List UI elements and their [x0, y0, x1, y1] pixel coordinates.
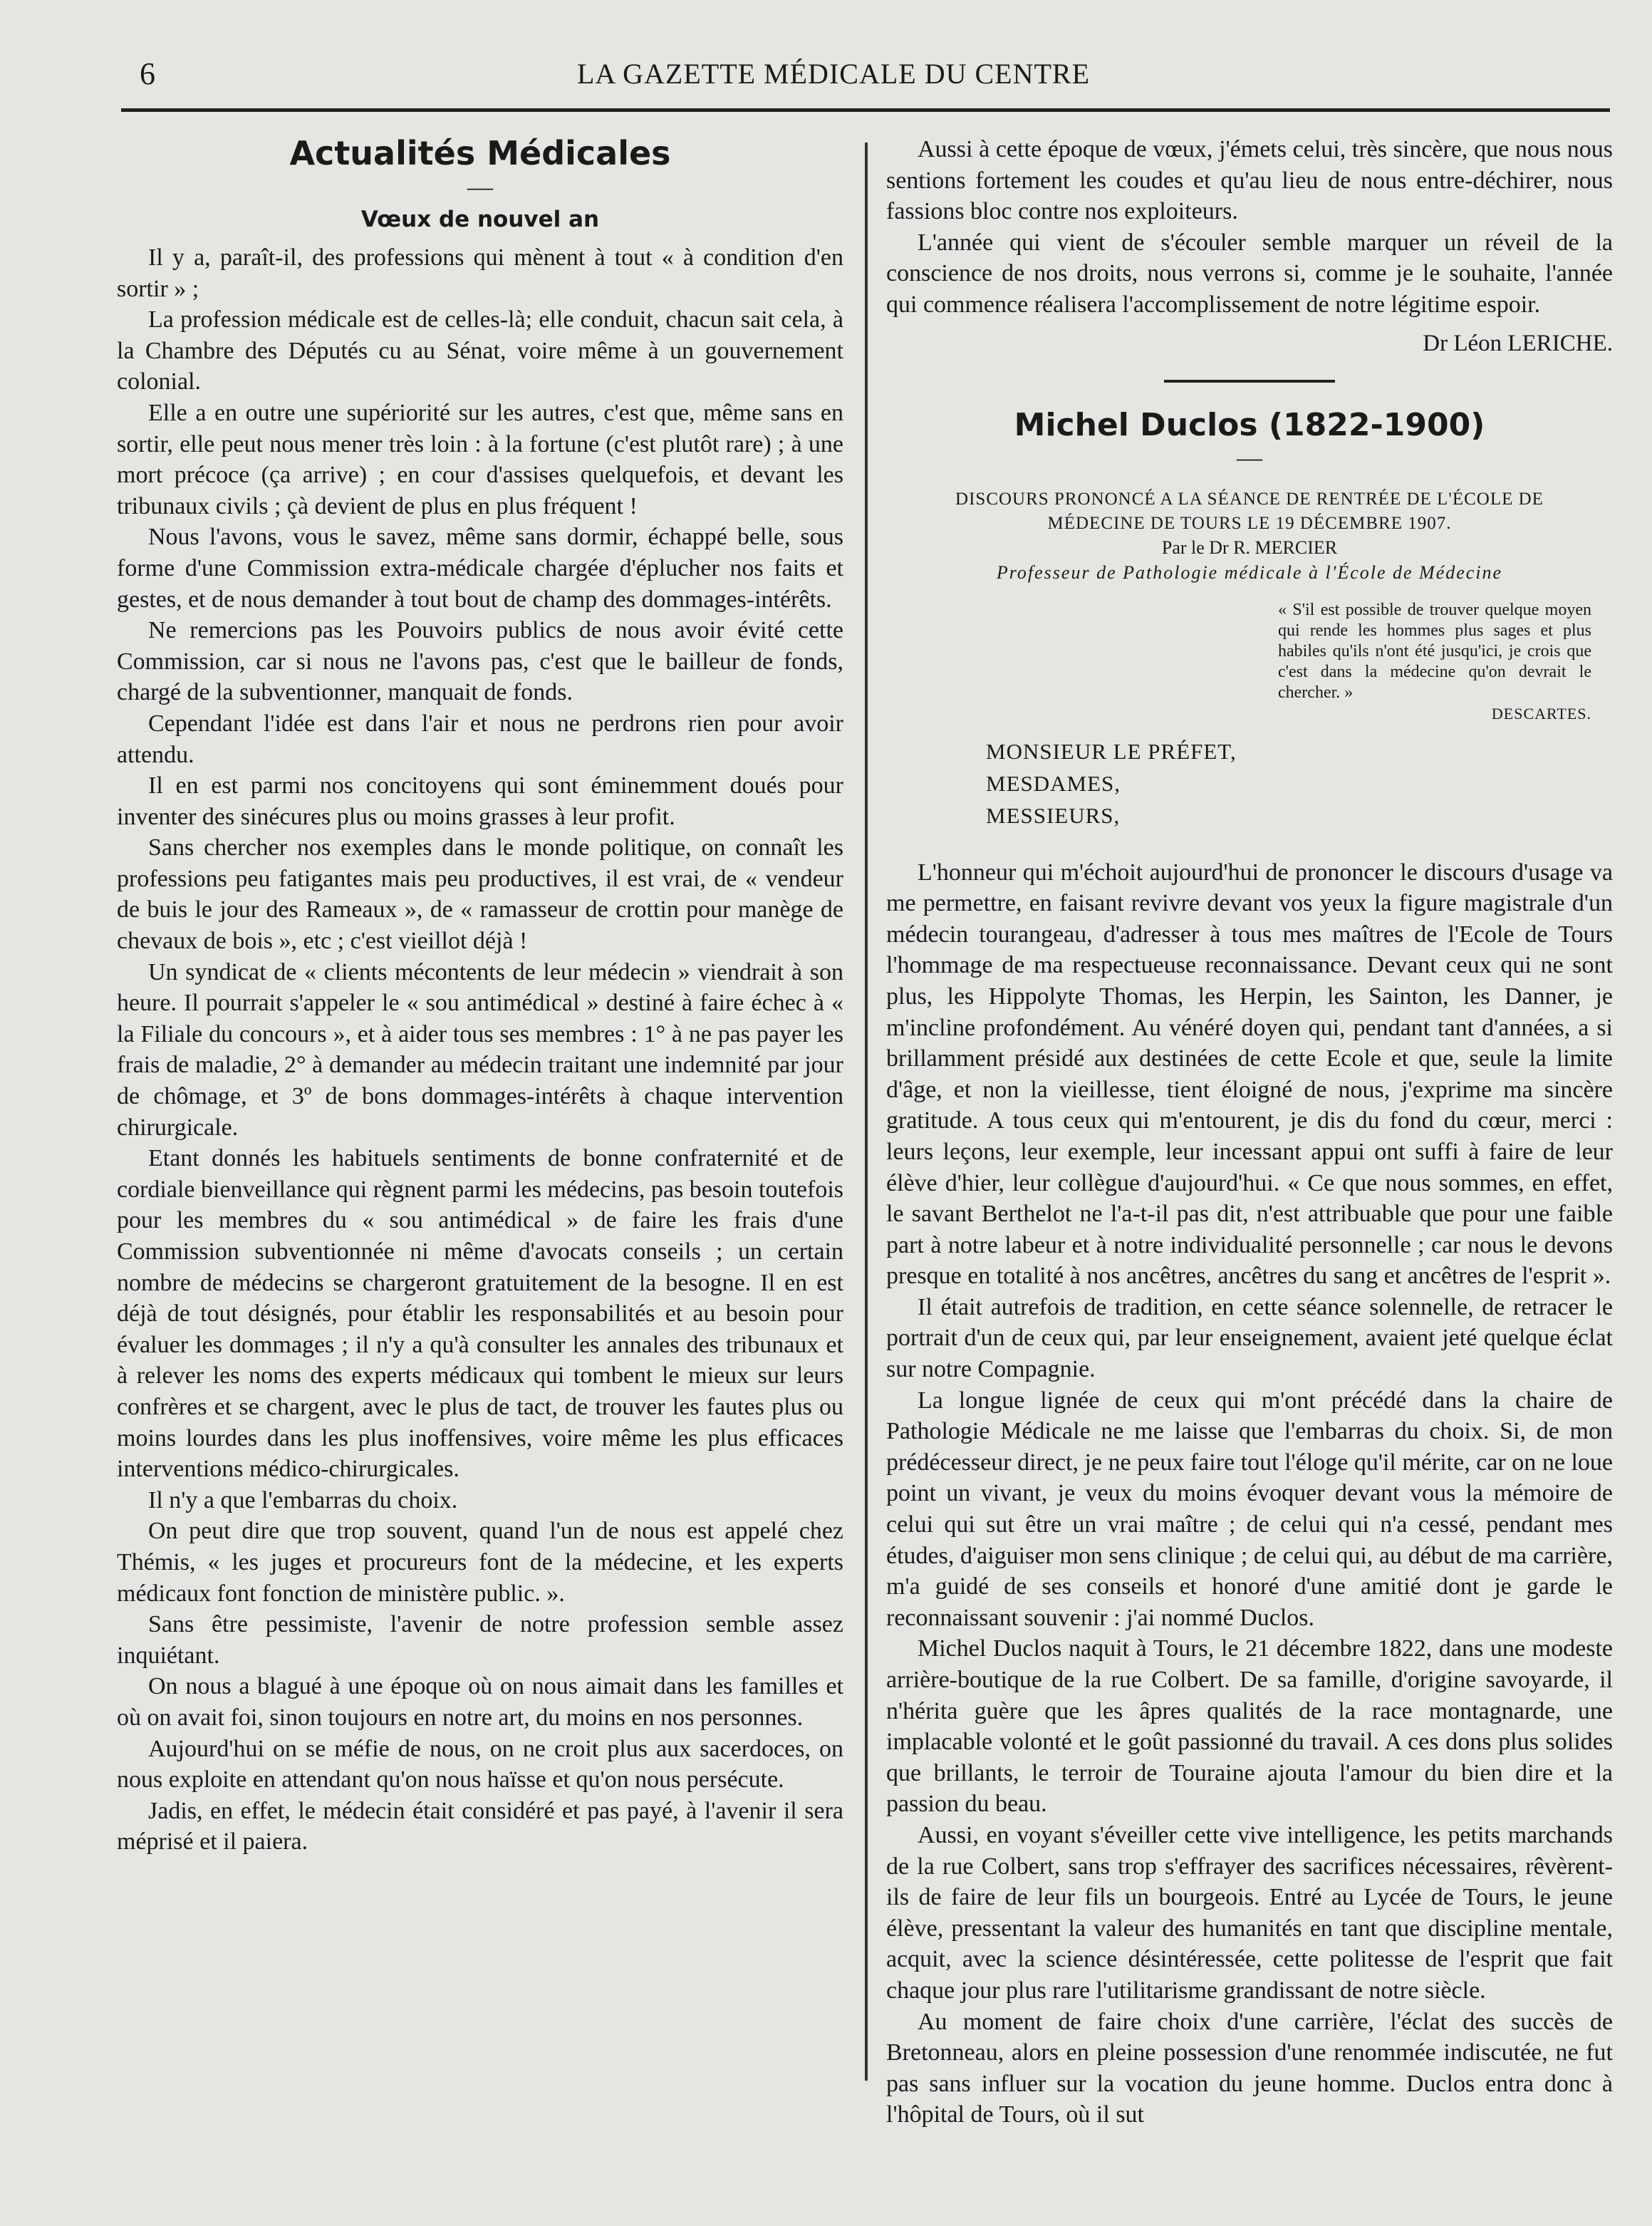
paragraph: Aussi à cette époque de vœux, j'émets celui, très sincère, que nous nous sentions fortement les coudes et qu'au lieu de nous entre-déchirer, nous fassions bloc contre nos exploiteurs. — [886, 136, 1613, 225]
epigraph-author: DESCARTES. — [1491, 704, 1591, 723]
paragraph: Sans chercher nos exemples dans le monde politique, on connaît les professions peu fatigantes mais peu productives, il est vrai, de « vendeur de buis le jour des Rameaux », de « ramasseur de crottin pour manège de chevaux de bois », etc ; c'est vieillot déjà ! — [117, 834, 843, 955]
paragraph: Nous l'avons, vous le savez, même sans dormir, échappé belle, sous forme d'une Commission extra-médicale chargée d'éplucher nos faits et gestes, et de nous demander à tout bout de champ des dommages-intérêts. — [117, 524, 843, 613]
paragraph: Michel Duclos naquit à Tours, le 21 décembre 1822, dans une modeste arrière-boutique de la rue Colbert. De sa famille, d'origine savoyarde, il n'hérita guère que les âpres qualités de la race montagnarde, une implacable volonté et le goût passionné du travail. A ces dons plus solides que brillants, le terroir de Touraine ajouta l'amour du bien dire et la passion du beau. — [886, 1635, 1613, 1818]
salutation — [986, 735, 1613, 832]
title-dash: — — [467, 172, 493, 201]
right-column — [886, 134, 1613, 2131]
speech-caption-line: MÉDECINE DE TOURS LE 19 DÉCEMBRE 1907. — [1047, 513, 1452, 533]
paragraph: Aussi, en voyant s'éveiller cette vive intelligence, les petits marchands de la rue Colbert, sans trop s'effrayer des sacrifices nécessaires, rêvèrent-ils de faire de leur fils un bourgeois. Entré au Lycée de Tours, le jeune élève, pressentant la valeur des humanités en tant que discipline mentale, acquit, avec la science désintéressée, cette politesse de l'esprit que fait chaque jour plus rare l'utilitarisme grandissant de notre siècle. — [886, 1821, 1613, 2004]
paragraph: Il n'y a que l'embarras du choix. — [148, 1486, 458, 1513]
paragraph: Etant donnés les habituels sentiments de bonne confraternité et de cordiale bienveillance qui règnent parmi les médecins, pas besoin toutefois pour les membres du « sou antimédical » de faire les frais d'une Commission subventionnée ni même d'avocats conseils ; un certain nombre de médecins se chargeront gratuitement de la besogne. Il en est déjà de tout désignés, pour établir les responsabilités et au besoin pour évaluer les dommages ; il n'y a qu'à consulter les annales des tribunaux et à relever les noms des experts médicaux qui tombent le mieux sur leurs confrères et se chargent, avec le plus de tact, de trouver les fautes plus ou moins lourdes dans les plus inoffensives, voire même les plus efficaces interventions médico-chirurgicales. — [117, 1145, 843, 1483]
article-title: Michel Duclos (1822-1900) — [1014, 406, 1485, 443]
paragraph: On nous a blagué à une époque où on nous aimait dans les familles et où on avait foi, sinon toujours en notre art, du moins en nos personnes. — [117, 1673, 843, 1731]
epigraph-text: « S'il est possible de trouver quelque moyen qui rende les hommes plus sages et plus habiles qu'ils n'ont été jusqu'ici, je crois que c'est dans la médecine qu'on devrait le chercher. » — [1278, 600, 1591, 702]
column-divider — [865, 143, 868, 2081]
paragraph: La profession médicale est de celles-là; elle conduit, chacun sait cela, à la Chambre des Députés cu au Sénat, voire même à un gouvernement colonial. — [117, 306, 843, 395]
paragraph: On peut dire que trop souvent, quand l'un de nous est appelé chez Thémis, « les juges et procureurs font de la médecine, et les experts médicaux font fonction de ministère public. ». — [117, 1518, 843, 1607]
speech-caption-line: DISCOURS PRONONCÉ A LA SÉANCE DE RENTRÉE DE L'ÉCOLE DE — [955, 489, 1544, 509]
page-number: 6 — [140, 56, 155, 91]
epigraph — [1278, 600, 1591, 724]
paragraph: Un syndicat de « clients mécontents de leur médecin » viendrait à son heure. Il pourrait s'appeler le « sou antimédical » destiné à faire échec à « la Filiale du concours », et à aider tous ses membres : 1° à ne pas payer les frais de maladie, 2° à demander au médecin traitant une indemnité par jour de chômage, et 3º de bons dommages-intérêts à chaque intervention chirurgicale. — [117, 958, 843, 1141]
section-title: Actualités Médicales — [289, 134, 671, 172]
salutation-line: MONSIEUR LE PRÉFET, — [986, 738, 1237, 764]
paragraph: Il était autrefois de tradition, en cette séance solennelle, de retracer le portrait d'un de ceux qui, par leur enseignement, avaient jeté quelque éclat sur notre Compagnie. — [886, 1293, 1613, 1383]
author-role: Professeur de Pathologie médicale à l'École de Médecine — [996, 561, 1503, 583]
paragraph: Aujourd'hui on se méfie de nous, on ne croit plus aux sacerdoces, on nous exploite en attendant qu'on nous haïsse et qu'on nous persécute. — [117, 1735, 843, 1793]
byline: Par le Dr R. MERCIER — [1161, 537, 1338, 558]
salutation-line: MESSIEURS, — [986, 802, 1121, 828]
publication-title: LA GAZETTE MÉDICALE DU CENTRE — [577, 58, 1091, 90]
paragraph: Il en est parmi nos concitoyens qui sont éminemment doués pour inventer des sinécures plus ou moins grasses à leur profit. — [117, 772, 843, 830]
paragraph: Elle a en outre une supériorité sur les autres, c'est que, même sans en sortir, elle peut nous mener très loin : à la fortune (c'est plutôt rare) ; à une mort précoce (ça arrive) ; en cour d'assises quelquefois, et devant les tribunaux civils ; çà devient de plus en plus fréquent ! — [117, 399, 843, 519]
paragraph: La longue lignée de ceux qui m'ont précédé dans la chaire de Pathologie Médicale ne me laisse que l'embarras du choix. Si, de mon prédécesseur direct, je ne peux faire tout l'éloge qu'il mérite, car on ne loue point un vivant, je veux du moins évoquer devant vous la mémoire de celui qui sut être un vrai maître ; de celui qui n'a cessé, pendant mes études, d'aiguiser mon sens clinique ; de celui qui, au début de ma carrière, m'a guidé de ses conseils et honoré d'une amitié dont je garde le reconnaissant souvenir : j'ai nommé Duclos. — [886, 1387, 1613, 1631]
header-rule — [121, 108, 1610, 112]
author-signature: Dr Léon LERICHE. — [1423, 330, 1613, 356]
speech-caption — [886, 487, 1613, 536]
section-separator — [1164, 380, 1335, 383]
paragraph: Au moment de faire choix d'une carrière, l'éclat des succès de Bretonneau, alors en pleine possession d'une renommée indiscutée, ne fut pas sans influer sur la vocation du jeune homme. Duclos entra donc à l'hôpital de Tours, où il sut — [886, 2008, 1613, 2128]
paragraph: Cependant l'idée est dans l'air et nous ne perdrons rien pour avoir attendu. — [117, 710, 843, 768]
article-subtitle: Vœux de nouvel an — [360, 207, 600, 232]
paragraph: Jadis, en effet, le médecin était considéré et pas payé, à l'avenir il sera méprisé et il paiera. — [117, 1797, 843, 1855]
paragraph: Sans être pessimiste, l'avenir de notre profession semble assez inquiétant. — [117, 1611, 843, 1669]
salutation-line: MESDAMES, — [986, 770, 1121, 796]
paragraph: Il y a, paraît-il, des professions qui mènent à tout « à condition d'en sortir » ; — [117, 244, 843, 302]
left-column — [117, 134, 843, 1858]
title-dash: — — [1237, 442, 1262, 472]
paragraph: L'année qui vient de s'écouler semble marquer un réveil de la conscience de nos droits, nous verrons si, comme je le souhaite, l'année qui commence réalisera l'accomplissement de notre légitime espoir. — [886, 229, 1613, 318]
paragraph: Ne remercions pas les Pouvoirs publics de nous avoir évité cette Commission, car si nous ne l'avons pas, c'est que le bailleur de fonds, chargé de la subventionner, manquait de fonds. — [117, 617, 843, 706]
paragraph: L'honneur qui m'échoit aujourd'hui de prononcer le discours d'usage va me permettre, en faisant revivre devant vos yeux la figure magistrale d'un médecin tourangeau, d'adresser à tous mes maîtres de l'Ecole de Tours l'hommage de ma respectueuse reconnaissance. Devant ceux qui ne sont plus, les Hippolyte Thomas, les Herpin, les Sainton, les Danner, je m'incline profondément. Au vénéré doyen qui, pendant tant d'années, a si brillamment présidé aux destinées de cette Ecole et que, seule la limite d'âge, et non la vieillesse, tient éloigné de nous, j'exprime ma sincère gratitude. A tous ceux qui m'entourent, je dis du fond du cœur, merci : leurs leçons, leur exemple, leur incessant appui ont suffi à faire de leur élève d'hier, leur collègue d'aujourd'hui. « Ce que nous sommes, en effet, le savant Berthelot ne l'a-t-il pas dit, n'est attribuable que pour une faible part à notre labeur et à notre individualité personnelle ; car nous le devons presque en totalité à nos ancêtres, ancêtres du sang et ancêtres de l'esprit ». — [886, 859, 1613, 1290]
